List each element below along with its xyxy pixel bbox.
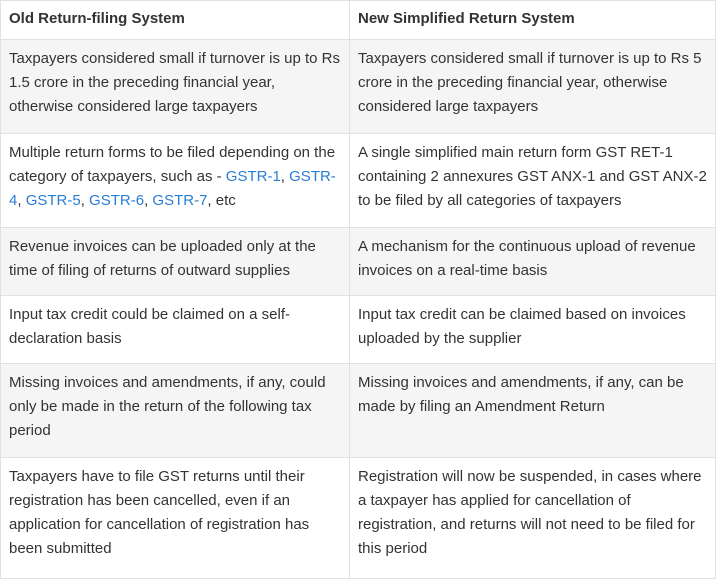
cell-old-invoice-upload: Revenue invoices can be uploaded only at the time of filing of returns of outward supplies bbox=[1, 228, 350, 296]
cell-old-registration: Taxpayers have to file GST returns until their registration has been cancelled, even if an application for cancellation of registration has been submitted bbox=[1, 458, 350, 579]
cell-new-amendments: Missing invoices and amendments, if any, can be made by filing an Amendment Return bbox=[350, 364, 716, 458]
header-row bbox=[1, 1, 716, 40]
cell-new-invoice-upload: A mechanism for the continuous upload of revenue invoices on a real-time basis bbox=[350, 228, 716, 296]
link-gstr-6[interactable]: GSTR-6 bbox=[89, 192, 145, 210]
table-row bbox=[1, 364, 716, 458]
cell-old-input-tax-credit: Input tax credit could be claimed on a self-declaration basis bbox=[1, 296, 350, 364]
header-old-system: Old Return-filing System bbox=[1, 1, 350, 40]
table-row bbox=[1, 296, 716, 364]
cell-old-return-forms: Multiple return forms to be filed depending on the category of taxpayers, such as - GSTR-1, GSTR-4, GSTR-5, GSTR-6, GSTR-7, etc bbox=[1, 134, 350, 228]
table-row bbox=[1, 458, 716, 579]
link-gstr-1[interactable]: GSTR-1 bbox=[225, 168, 281, 186]
cell-old-amendments: Missing invoices and amendments, if any, could only be made in the return of the following tax period bbox=[1, 364, 350, 458]
table-header bbox=[1, 1, 716, 40]
cell-new-input-tax-credit: Input tax credit can be claimed based on invoices uploaded by the supplier bbox=[350, 296, 716, 364]
cell-new-return-forms: A single simplified main return form GST RET-1 containing 2 annexures GST ANX-1 and GST ANX-2 to be filed by all categories of taxpayers bbox=[350, 134, 716, 228]
return-forms-suffix: , etc bbox=[207, 192, 236, 210]
cell-new-registration: Registration will now be suspended, in cases where a taxpayer has applied for cancellation of registration, and returns will not need to be filed for this period bbox=[350, 458, 716, 579]
table-row bbox=[1, 134, 716, 228]
table-body bbox=[1, 40, 716, 579]
table-row bbox=[1, 228, 716, 296]
return-forms-text: Multiple return forms to be filed depending on the category of taxpayers, such as - bbox=[9, 144, 336, 186]
link-gstr-7[interactable]: GSTR-7 bbox=[152, 192, 208, 210]
header-new-system: New Simplified Return System bbox=[350, 1, 716, 40]
cell-old-turnover: Taxpayers considered small if turnover is up to Rs 1.5 crore in the preceding financial year, otherwise considered large taxpayers bbox=[1, 40, 350, 134]
table-row bbox=[1, 40, 716, 134]
link-gstr-4[interactable]: GSTR-4 bbox=[9, 168, 336, 210]
cell-new-turnover: Taxpayers considered small if turnover is up to Rs 5 crore in the preceding financial year, otherwise considered large taxpayers bbox=[350, 40, 716, 134]
link-gstr-5[interactable]: GSTR-5 bbox=[25, 192, 81, 210]
